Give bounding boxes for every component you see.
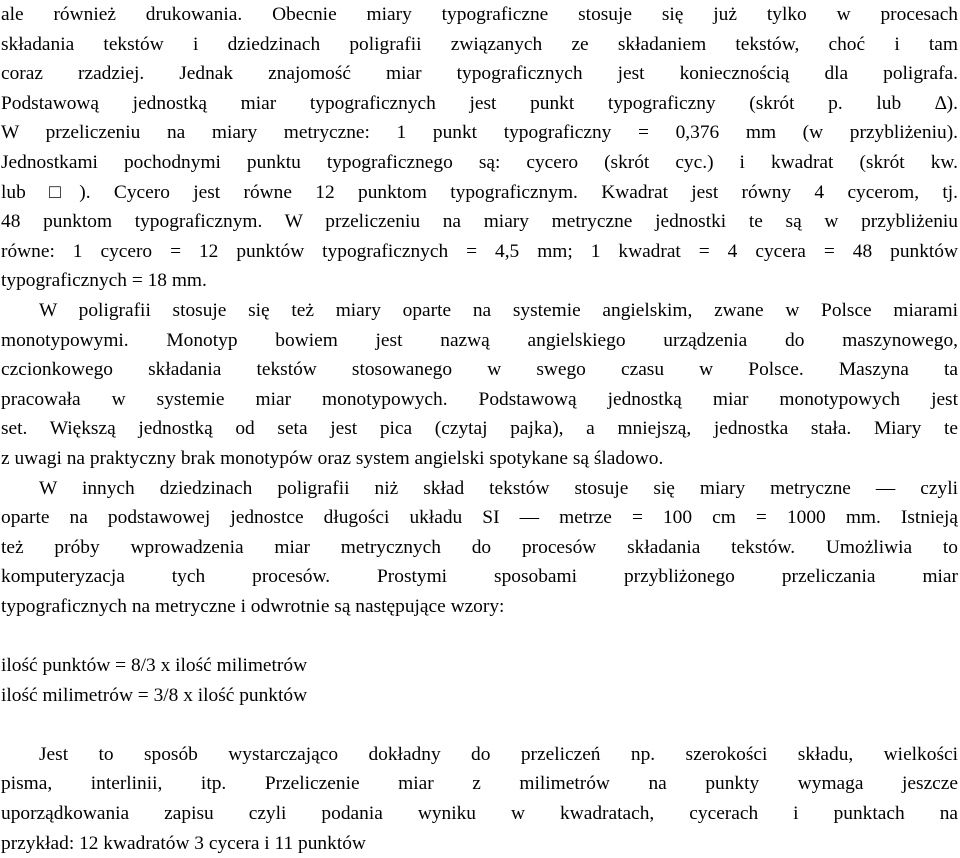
text-line: Podstawową jednostką miar typograficznych jest punkt typograficzny (skrót p. lub ∆).: [1, 92, 958, 114]
text-line: uporządkowania zapisu czyli podania wyniku w kwadratach, cycerach i punktach na: [1, 803, 958, 825]
text-line: równe: 1 cycero = 12 punktów typograficznych = 4,5 mm; 1 kwadrat = 4 cycera = 48 punktów: [1, 240, 958, 262]
text-line: oparte na podstawowej jednostce długości układu SI — metrze = 100 cm = 1000 mm. Istnieją: [1, 507, 958, 529]
paragraph-first-line: W poligrafii stosuje się też miary oparte na systemie angielskim, zwane w Polsce miarami: [39, 299, 958, 321]
text-line: czcionkowego składania tekstów stosowanego w swego czasu w Polsce. Maszyna ta: [1, 359, 958, 381]
body-text: [1, 0, 958, 858]
text-line: ilość punktów = 8/3 x ilość milimetrów: [1, 655, 308, 677]
text-line: typograficznych na metryczne i odwrotnie są następujące wzory:: [1, 595, 505, 617]
text-line: pracowała w systemie miar monotypowych. Podstawową jednostką miar monotypowych jest: [1, 388, 958, 410]
blank-line: [1, 710, 958, 740]
text-line: pisma, interlinii, itp. Przeliczenie miar z milimetrów na punkty wymaga jeszcze: [1, 773, 958, 795]
text-line: coraz rzadziej. Jednak znajomość miar typograficznych jest koniecznością dla poligrafa.: [1, 63, 958, 85]
text-line: W przeliczeniu na miary metryczne: 1 punkt typograficzny = 0,376 mm (w przybliżeniu).: [1, 122, 958, 144]
text-line: lub □). Cycero jest równe 12 punktom typograficznym. Kwadrat jest równy 4 cycerom, tj.: [1, 181, 958, 203]
text-line: z uwagi na praktyczny brak monotypów oraz system angielski spotykane są śladowo.: [1, 447, 664, 469]
text-line: ale również drukowania. Obecnie miary typograficzne stosuje się już tylko w procesach: [1, 4, 958, 25]
text-line: Jednostkami pochodnymi punktu typograficznego są: cycero (skrót cyc.) i kwadrat (skrót kw.: [1, 151, 958, 173]
text-line: ilość milimetrów = 3/8 x ilość punktów: [1, 684, 308, 706]
text-line: typograficznych = 18 mm.: [1, 270, 207, 292]
blank-line: [1, 621, 958, 651]
paragraph-first-line: W innych dziedzinach poligrafii niż skład tekstów stosuje się miary metryczne — czyli: [39, 477, 958, 499]
text-line: przykład: 12 kwadratów 3 cycera i 11 punktów: [1, 832, 366, 854]
text-line: składania tekstów i dziedzinach poligrafii związanych ze składaniem tekstów, choć i tam: [1, 33, 958, 55]
text-line: 48 punktom typograficznym. W przeliczeniu na miary metryczne jednostki te są w przybliżeniu: [1, 211, 958, 233]
text-line: komputeryzacja tych procesów. Prostymi sposobami przybliżonego przeliczania miar: [1, 566, 958, 588]
text-line: set. Większą jednostką od seta jest pica (czytaj pajka), a mniejszą, jednostka stała. Miary te: [1, 418, 958, 440]
paragraph-first-line: Jest to sposób wystarczająco dokładny do przeliczeń np. szerokości składu, wielkości: [39, 743, 958, 765]
text-line: monotypowymi. Monotyp bowiem jest nazwą angielskiego urządzenia do maszynowego,: [1, 329, 958, 351]
text-line: też próby wprowadzenia miar metrycznych do procesów składania tekstów. Umożliwia to: [1, 536, 958, 558]
